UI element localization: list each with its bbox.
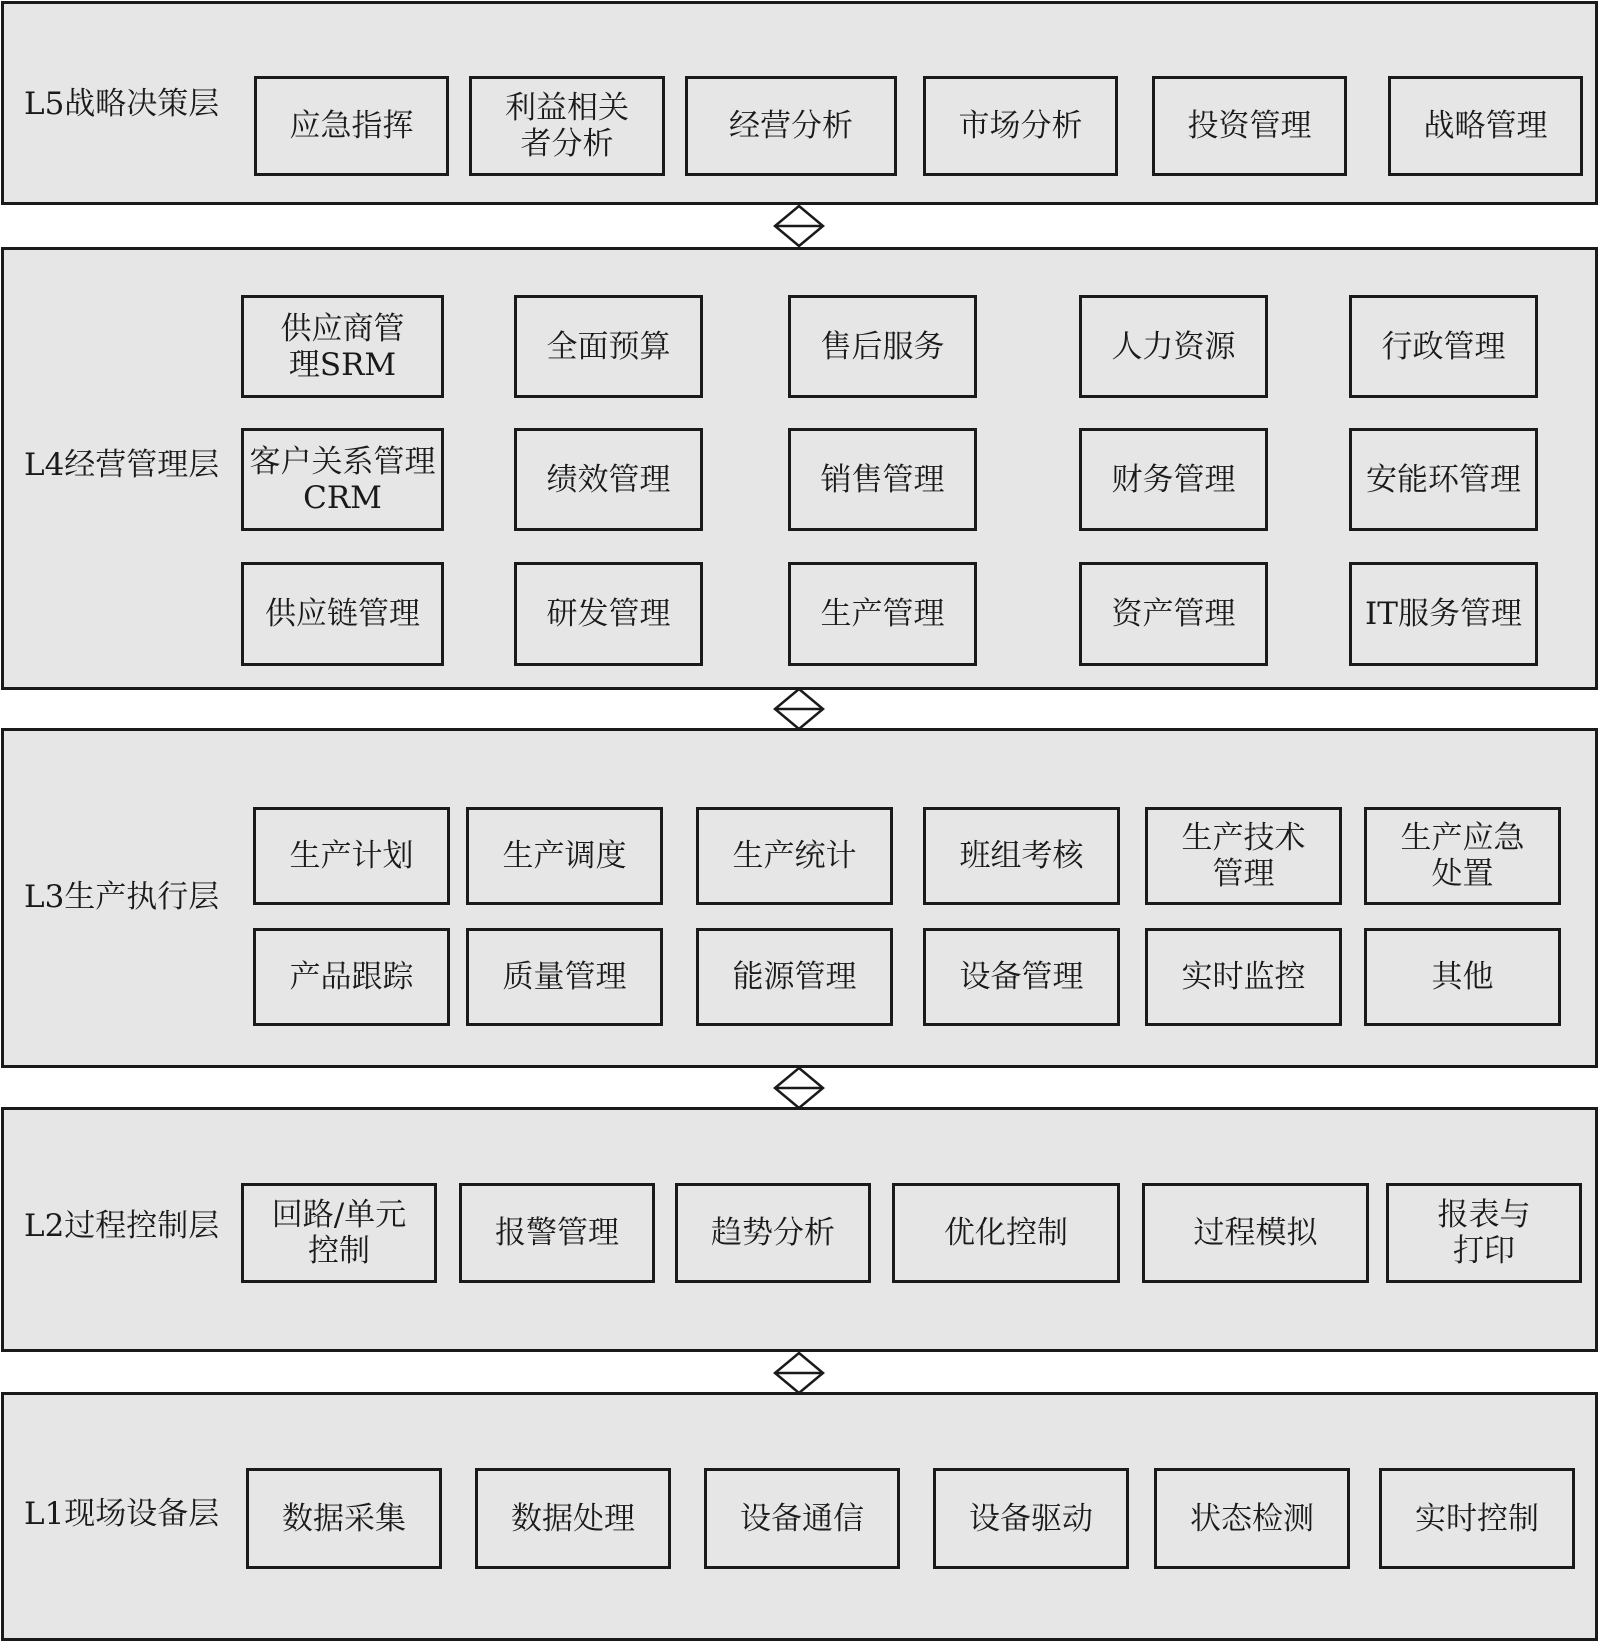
module-box: 人力资源 (1079, 295, 1268, 398)
module-box: 生产计划 (253, 807, 450, 905)
module-box: 设备通信 (704, 1468, 900, 1569)
bidirectional-arrow-icon (772, 686, 826, 732)
module-box: 资产管理 (1079, 562, 1268, 666)
module-box: 售后服务 (788, 295, 977, 398)
module-box: 优化控制 (892, 1183, 1120, 1283)
module-box: 过程模拟 (1142, 1183, 1369, 1283)
module-box: 设备管理 (923, 928, 1120, 1026)
module-box: 能源管理 (696, 928, 893, 1026)
layer-label: L1现场设备层 (24, 1496, 220, 1532)
module-box: 生产管理 (788, 562, 977, 666)
module-box: 利益相关 者分析 (469, 76, 665, 176)
module-box: 绩效管理 (514, 428, 703, 531)
module-box: 回路/单元 控制 (241, 1183, 437, 1283)
module-box: 生产应急 处置 (1364, 807, 1561, 905)
module-box: 报警管理 (459, 1183, 655, 1283)
module-box: 供应链管理 (241, 562, 444, 666)
module-box: 生产技术 管理 (1145, 807, 1342, 905)
layer-l3 (1, 728, 1598, 1068)
module-box: 质量管理 (466, 928, 663, 1026)
module-box: 财务管理 (1079, 428, 1268, 531)
module-box: 销售管理 (788, 428, 977, 531)
module-box: 战略管理 (1388, 76, 1583, 176)
module-box: 全面预算 (514, 295, 703, 398)
module-box: 班组考核 (923, 807, 1120, 905)
module-box: 应急指挥 (254, 76, 449, 176)
module-box: 产品跟踪 (253, 928, 450, 1026)
bidirectional-arrow-icon (772, 203, 826, 249)
module-box: 投资管理 (1152, 76, 1347, 176)
module-box: 客户关系管理 CRM (241, 428, 444, 531)
module-box: 实时控制 (1379, 1468, 1575, 1569)
layer-l5 (1, 1, 1598, 205)
module-box: 生产调度 (466, 807, 663, 905)
layer-label: L5战略决策层 (24, 86, 220, 122)
module-box: 报表与 打印 (1386, 1183, 1582, 1283)
module-box: 数据采集 (246, 1468, 442, 1569)
layer-label: L3生产执行层 (24, 879, 220, 915)
module-box: 设备驱动 (933, 1468, 1129, 1569)
module-box: 经营分析 (685, 76, 897, 176)
module-box: 市场分析 (923, 76, 1118, 176)
module-box: 趋势分析 (675, 1183, 871, 1283)
layer-l1 (1, 1392, 1598, 1641)
layer-label: L2过程控制层 (24, 1208, 220, 1244)
module-box: 数据处理 (475, 1468, 671, 1569)
module-box: 实时监控 (1145, 928, 1342, 1026)
layer-label: L4经营管理层 (24, 447, 220, 483)
module-box: 研发管理 (514, 562, 703, 666)
bidirectional-arrow-icon (772, 1065, 826, 1111)
layer-l2 (1, 1107, 1598, 1352)
module-box: IT服务管理 (1349, 562, 1538, 666)
module-box: 供应商管 理SRM (241, 295, 444, 398)
module-box: 其他 (1364, 928, 1561, 1026)
layer-l4 (1, 247, 1598, 690)
module-box: 状态检测 (1154, 1468, 1350, 1569)
module-box: 行政管理 (1349, 295, 1538, 398)
module-box: 安能环管理 (1349, 428, 1538, 531)
module-box: 生产统计 (696, 807, 893, 905)
bidirectional-arrow-icon (772, 1350, 826, 1396)
